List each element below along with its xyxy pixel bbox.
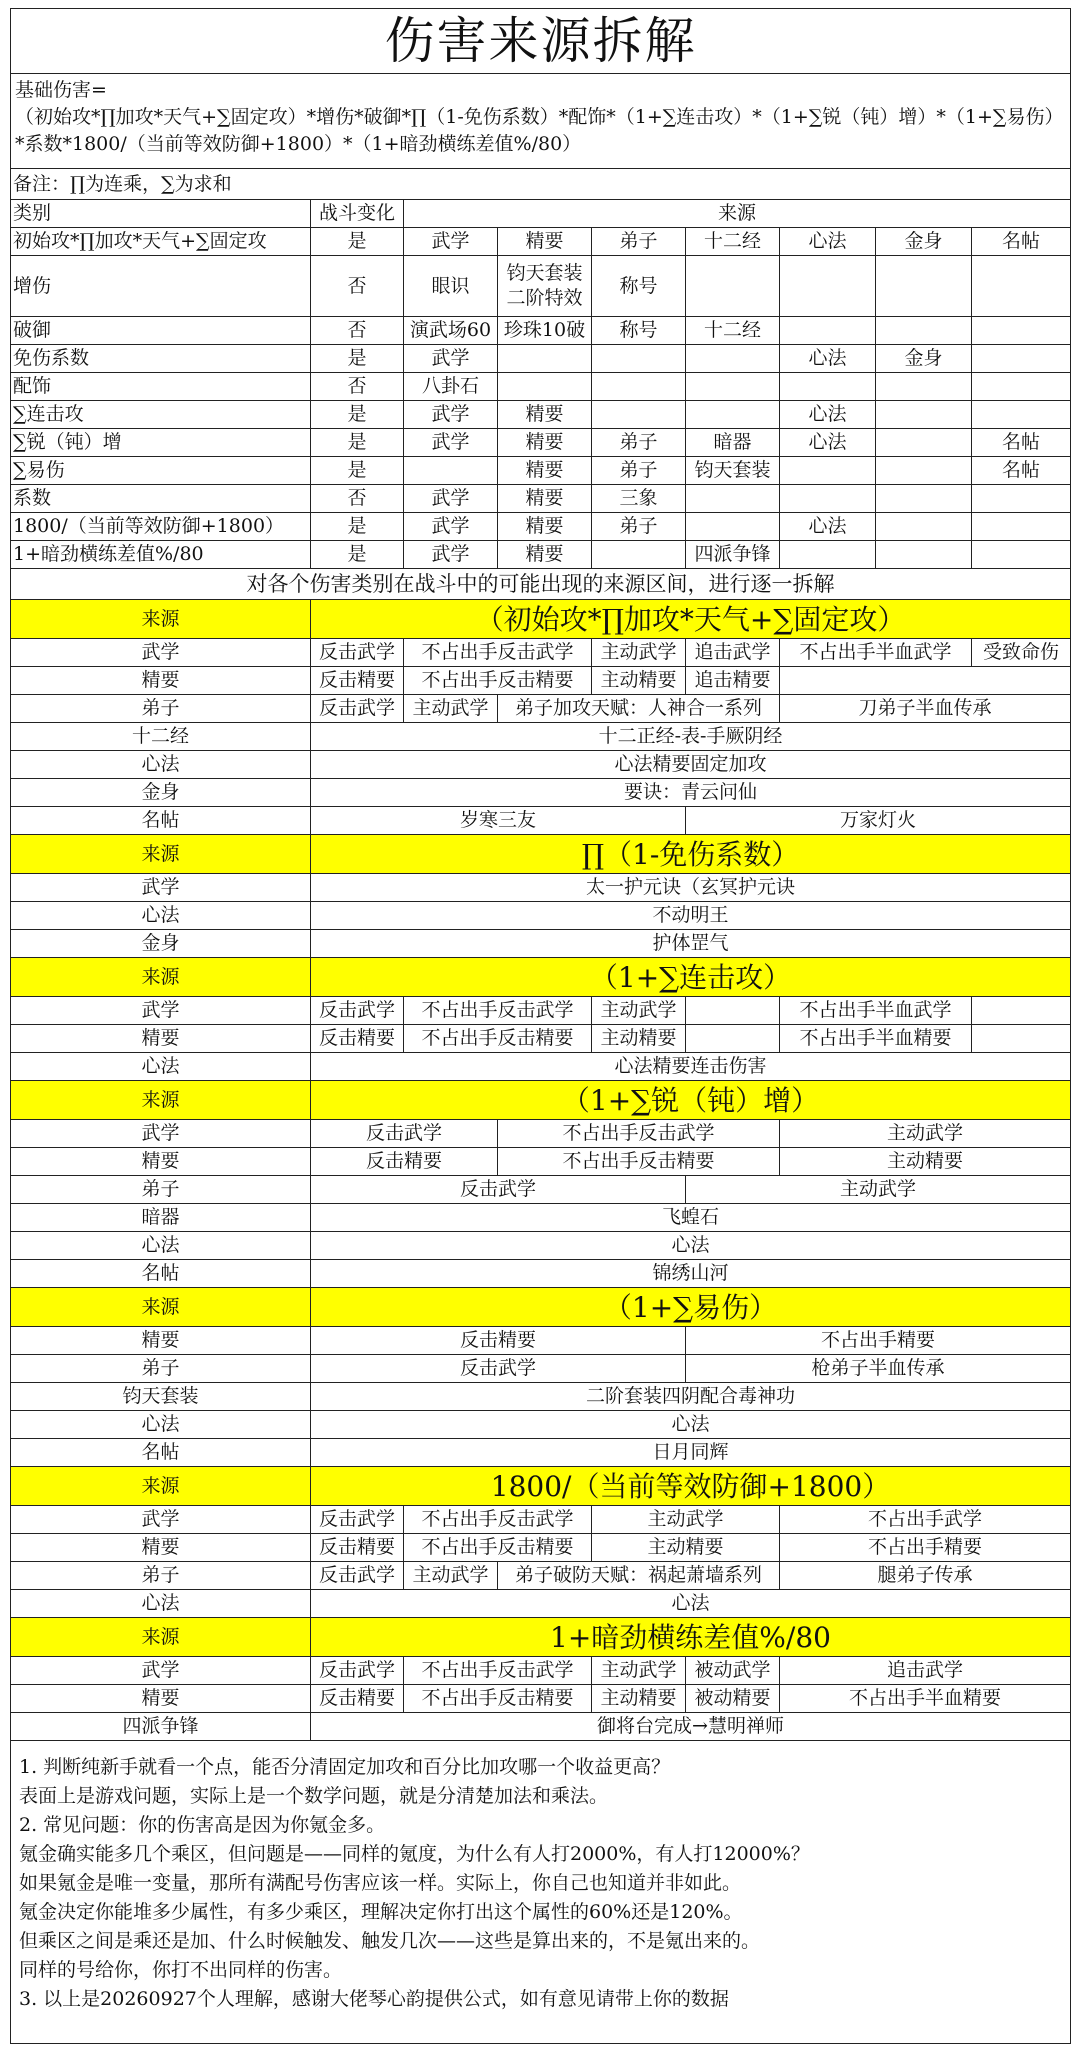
- section-header-row: [11, 1288, 1071, 1327]
- breakdown-cell: 护体罡气: [311, 930, 1071, 958]
- row-label: 十二经: [11, 723, 311, 751]
- breakdown-row: [11, 1120, 1071, 1148]
- note-line: 但乘区之间是乘还是加、什么时候触发、触发几次——这些是算出来的，不是氪出来的。: [19, 1930, 761, 1952]
- breakdown-cell: 主动精要: [780, 1148, 1071, 1176]
- row-label: 精要: [11, 1327, 311, 1355]
- source-cell: 四派争锋: [686, 541, 780, 569]
- source-cell: 武学: [404, 429, 498, 457]
- source-cell: [972, 317, 1071, 345]
- breakdown-row: [11, 1685, 1071, 1713]
- source-cell: 钧天套装二阶特效: [498, 256, 592, 317]
- breakdown-intro: 对各个伤害类别在战斗中的可能出现的来源区间，进行逐一拆解: [11, 569, 1071, 600]
- section-header: （1+∑易伤）: [311, 1288, 1071, 1327]
- breakdown-cell: 不占出手反击精要: [498, 1148, 780, 1176]
- source-cell: 武学: [404, 345, 498, 373]
- change-cell: 否: [311, 485, 404, 513]
- row-label: 心法: [11, 1053, 311, 1081]
- breakdown-cell: 主动武学: [592, 1657, 686, 1685]
- breakdown-cell: 反击精要: [311, 1327, 686, 1355]
- breakdown-cell: 不占出手反击精要: [404, 667, 592, 695]
- row-label: 精要: [11, 1685, 311, 1713]
- note-line: 同样的号给你，你打不出同样的伤害。: [19, 1959, 343, 1981]
- row-label: 武学: [11, 1657, 311, 1685]
- breakdown-cell: 反击武学: [311, 695, 404, 723]
- source-cell: [972, 513, 1071, 541]
- overview-row: [11, 373, 1071, 401]
- breakdown-cell: 刀弟子半血传承: [780, 695, 1071, 723]
- source-cell: [780, 256, 876, 317]
- breakdown-cell: 反击武学: [311, 997, 404, 1025]
- breakdown-cell: 不占出手精要: [686, 1327, 1071, 1355]
- breakdown-cell: 心法精要连击伤害: [311, 1053, 1071, 1081]
- breakdown-cell: 反击武学: [311, 639, 404, 667]
- breakdown-row: [11, 1204, 1071, 1232]
- breakdown-cell: 心法: [311, 1232, 1071, 1260]
- row-label: 弟子: [11, 695, 311, 723]
- source-cell: [592, 345, 686, 373]
- breakdown-cell: 二阶套装四阴配合毒神功: [311, 1383, 1071, 1411]
- source-cell: 心法: [780, 401, 876, 429]
- breakdown-row: [11, 1053, 1071, 1081]
- category-cell: ∑锐（钝）增: [11, 429, 311, 457]
- section-header-row: [11, 958, 1071, 997]
- row-label: 心法: [11, 1232, 311, 1260]
- formula-block: [11, 74, 1071, 169]
- source-cell: 精要: [498, 429, 592, 457]
- source-cell: [972, 256, 1071, 317]
- source-cell: [780, 317, 876, 345]
- breakdown-cell: [686, 1025, 780, 1053]
- section-header: ∏（1-免伤系数）: [311, 835, 1071, 874]
- breakdown-cell: 反击武学: [311, 1657, 404, 1685]
- breakdown-cell: 心法: [311, 1411, 1071, 1439]
- category-cell: 免伤系数: [11, 345, 311, 373]
- breakdown-cell: 主动精要: [592, 1025, 686, 1053]
- breakdown-row: [11, 639, 1071, 667]
- source-cell: 弟子: [592, 228, 686, 256]
- breakdown-cell: 弟子破防天赋：祸起萧墙系列: [498, 1562, 780, 1590]
- section-header-row: [11, 600, 1071, 639]
- source-cell: [780, 373, 876, 401]
- source-cell: 演武场60: [404, 317, 498, 345]
- header-change: 战斗变化: [311, 200, 404, 228]
- change-cell: 否: [311, 373, 404, 401]
- section-header-row: [11, 1081, 1071, 1120]
- breakdown-cell: 不占出手反击武学: [404, 997, 592, 1025]
- breakdown-row: [11, 1439, 1071, 1467]
- source-cell: 弟子: [592, 513, 686, 541]
- breakdown-cell: 不占出手反击武学: [498, 1120, 780, 1148]
- change-cell: 是: [311, 228, 404, 256]
- overview-row: [11, 317, 1071, 345]
- source-cell: 武学: [404, 513, 498, 541]
- source-cell: 心法: [780, 228, 876, 256]
- breakdown-cell: 反击武学: [311, 1562, 404, 1590]
- breakdown-row: [11, 695, 1071, 723]
- breakdown-cell: 主动武学: [592, 997, 686, 1025]
- breakdown-cell: 岁寒三友: [311, 807, 686, 835]
- source-cell: 珍珠10破: [498, 317, 592, 345]
- source-cell: 心法: [780, 429, 876, 457]
- source-cell: 称号: [592, 256, 686, 317]
- section-header: 1+暗劲横练差值%/80: [311, 1618, 1071, 1657]
- breakdown-row: [11, 1657, 1071, 1685]
- row-label: 精要: [11, 667, 311, 695]
- breakdown-row: [11, 1411, 1071, 1439]
- source-cell: 眼识: [404, 256, 498, 317]
- row-label: 精要: [11, 1148, 311, 1176]
- category-cell: 破御: [11, 317, 311, 345]
- source-cell: [592, 373, 686, 401]
- breakdown-row: [11, 807, 1071, 835]
- breakdown-cell: 主动精要: [592, 667, 686, 695]
- note-line: 氪金决定你能堆多少属性，有多少乘区，理解决定你打出这个属性的60%还是120%。: [19, 1901, 743, 1923]
- source-cell: 金身: [876, 228, 972, 256]
- breakdown-cell: 锦绣山河: [311, 1260, 1071, 1288]
- section-header: （初始攻*∏加攻*天气+∑固定攻）: [311, 600, 1071, 639]
- source-label: 来源: [11, 600, 311, 639]
- row-label: 武学: [11, 639, 311, 667]
- breakdown-cell: 不占出手半血精要: [780, 1025, 972, 1053]
- row-label: 心法: [11, 751, 311, 779]
- breakdown-cell: 被动精要: [686, 1685, 780, 1713]
- breakdown-cell: 不占出手半血武学: [780, 639, 972, 667]
- breakdown-cell: 不占出手半血精要: [780, 1685, 1071, 1713]
- note-line: 如果氪金是唯一变量，那所有满配号伤害应该一样。实际上，你自己也知道并非如此。: [19, 1872, 742, 1894]
- row-label: 名帖: [11, 1439, 311, 1467]
- breakdown-row: [11, 902, 1071, 930]
- source-cell: 精要: [498, 513, 592, 541]
- source-cell: [972, 373, 1071, 401]
- breakdown-cell: 日月同辉: [311, 1439, 1071, 1467]
- section-header: （1+∑连击攻）: [311, 958, 1071, 997]
- note-line: 氪金确实能多几个乘区，但问题是——同样的氪度，为什么有人打2000%，有人打12000%？: [19, 1843, 810, 1865]
- overview-row: [11, 513, 1071, 541]
- source-cell: [498, 345, 592, 373]
- breakdown-cell: 反击武学: [311, 1355, 686, 1383]
- overview-row: [11, 401, 1071, 429]
- breakdown-cell: 不动明王: [311, 902, 1071, 930]
- source-cell: 武学: [404, 541, 498, 569]
- breakdown-row: [11, 779, 1071, 807]
- row-label: 弟子: [11, 1176, 311, 1204]
- source-cell: 金身: [876, 345, 972, 373]
- source-cell: [780, 541, 876, 569]
- row-label: 金身: [11, 930, 311, 958]
- breakdown-cell: 反击精要: [311, 1025, 404, 1053]
- breakdown-cell: 不占出手精要: [780, 1534, 1071, 1562]
- breakdown-row: [11, 1383, 1071, 1411]
- category-cell: 配饰: [11, 373, 311, 401]
- source-label: 来源: [11, 958, 311, 997]
- source-cell: [686, 513, 780, 541]
- section-header-row: [11, 1467, 1071, 1506]
- breakdown-cell: 反击精要: [311, 1685, 404, 1713]
- breakdown-row: [11, 1327, 1071, 1355]
- source-cell: 心法: [780, 513, 876, 541]
- source-cell: 钧天套装: [686, 457, 780, 485]
- source-cell: [498, 373, 592, 401]
- source-cell: [592, 401, 686, 429]
- breakdown-cell: 反击精要: [311, 667, 404, 695]
- section-header-row: [11, 1618, 1071, 1657]
- source-cell: 精要: [498, 228, 592, 256]
- source-cell: 名帖: [972, 429, 1071, 457]
- breakdown-row: [11, 1148, 1071, 1176]
- breakdown-cell: 主动精要: [592, 1534, 780, 1562]
- breakdown-cell: 心法精要固定加攻: [311, 751, 1071, 779]
- row-label: 武学: [11, 997, 311, 1025]
- breakdown-cell: 追击精要: [686, 667, 780, 695]
- change-cell: 否: [311, 256, 404, 317]
- formula-body: （初始攻*∏加攻*天气+∑固定攻）*增伤*破御*∏（1-免伤系数）*配饰*（1+∑连击攻）*（1+∑锐（钝）增）*（1+∑易伤）*系数*1800/（当前等效防御+1800）*（1+暗劲横练差值%/80）: [15, 106, 1064, 155]
- category-cell: 初始攻*∏加攻*天气+∑固定攻: [11, 228, 311, 256]
- breakdown-cell: 不占出手反击武学: [404, 639, 592, 667]
- note-line: 2. 常见问题：你的伤害高是因为你氪金多。: [19, 1814, 386, 1836]
- overview-row: [11, 485, 1071, 513]
- note-line: 1. 判断纯新手就看一个点，能否分清固定加攻和百分比加攻哪一个收益更高？: [19, 1756, 671, 1778]
- row-label: 钧天套装: [11, 1383, 311, 1411]
- row-label: 武学: [11, 874, 311, 902]
- change-cell: 是: [311, 345, 404, 373]
- breakdown-cell: 心法: [311, 1590, 1071, 1618]
- source-cell: [876, 541, 972, 569]
- source-cell: [780, 457, 876, 485]
- row-label: 金身: [11, 779, 311, 807]
- breakdown-cell: 主动武学: [592, 639, 686, 667]
- change-cell: 是: [311, 401, 404, 429]
- breakdown-cell: 反击武学: [311, 1120, 498, 1148]
- source-cell: [876, 457, 972, 485]
- row-label: 弟子: [11, 1355, 311, 1383]
- breakdown-row: [11, 1534, 1071, 1562]
- breakdown-cell: 不占出手反击武学: [404, 1506, 592, 1534]
- breakdown-cell: 太一护元诀（玄冥护元诀: [311, 874, 1071, 902]
- source-cell: [686, 256, 780, 317]
- source-cell: [972, 345, 1071, 373]
- change-cell: 否: [311, 317, 404, 345]
- breakdown-row: [11, 1260, 1071, 1288]
- breakdown-cell: 主动武学: [404, 695, 498, 723]
- breakdown-cell: 追击武学: [686, 639, 780, 667]
- formula-label: 基础伤害=: [15, 79, 107, 101]
- source-cell: 名帖: [972, 228, 1071, 256]
- breakdown-cell: 枪弟子半血传承: [686, 1355, 1071, 1383]
- source-cell: 精要: [498, 457, 592, 485]
- source-cell: 武学: [404, 485, 498, 513]
- source-cell: [686, 401, 780, 429]
- category-cell: ∑易伤: [11, 457, 311, 485]
- source-cell: 十二经: [686, 317, 780, 345]
- row-label: 武学: [11, 1506, 311, 1534]
- source-cell: [876, 429, 972, 457]
- breakdown-cell: 反击精要: [311, 1534, 404, 1562]
- row-label: 武学: [11, 1120, 311, 1148]
- row-label: 精要: [11, 1534, 311, 1562]
- category-cell: ∑连击攻: [11, 401, 311, 429]
- row-label: 名帖: [11, 1260, 311, 1288]
- damage-table: [10, 8, 1071, 2044]
- source-cell: [686, 345, 780, 373]
- source-cell: [876, 256, 972, 317]
- row-label: 弟子: [11, 1562, 311, 1590]
- breakdown-cell: 主动武学: [404, 1562, 498, 1590]
- damage-source-sheet: [10, 8, 1070, 2044]
- breakdown-row: [11, 930, 1071, 958]
- source-cell: [972, 401, 1071, 429]
- source-label: 来源: [11, 1288, 311, 1327]
- source-cell: 名帖: [972, 457, 1071, 485]
- source-cell: [876, 401, 972, 429]
- breakdown-row: [11, 723, 1071, 751]
- change-cell: 是: [311, 541, 404, 569]
- change-cell: 是: [311, 457, 404, 485]
- breakdown-cell: 不占出手反击精要: [404, 1534, 592, 1562]
- source-cell: 精要: [498, 401, 592, 429]
- section-header-row: [11, 835, 1071, 874]
- breakdown-cell: [686, 997, 780, 1025]
- breakdown-row: [11, 1176, 1071, 1204]
- source-cell: [780, 485, 876, 513]
- category-cell: 增伤: [11, 256, 311, 317]
- page-title: 伤害来源拆解: [11, 9, 1071, 74]
- source-label: 来源: [11, 1618, 311, 1657]
- row-label: 四派争锋: [11, 1713, 311, 1741]
- note-line: 表面上是游戏问题，实际上是一个数学问题，就是分清楚加法和乘法。: [19, 1785, 609, 1807]
- breakdown-cell: 飞蝗石: [311, 1204, 1071, 1232]
- breakdown-cell: 不占出手半血武学: [780, 997, 972, 1025]
- overview-row: [11, 541, 1071, 569]
- breakdown-row: [11, 667, 1071, 695]
- row-label: 精要: [11, 1025, 311, 1053]
- source-cell: [592, 541, 686, 569]
- source-label: 来源: [11, 1081, 311, 1120]
- source-cell: [876, 373, 972, 401]
- breakdown-cell: 主动精要: [592, 1685, 686, 1713]
- header-source: 来源: [404, 200, 1071, 228]
- breakdown-row: [11, 1713, 1071, 1741]
- breakdown-cell: 被动武学: [686, 1657, 780, 1685]
- breakdown-cell: 要诀：青云问仙: [311, 779, 1071, 807]
- breakdown-cell: 主动武学: [592, 1506, 780, 1534]
- breakdown-cell: 不占出手武学: [780, 1506, 1071, 1534]
- overview-row: [11, 457, 1071, 485]
- source-cell: [404, 457, 498, 485]
- section-header: （1+∑锐（钝）增）: [311, 1081, 1071, 1120]
- breakdown-cell: 腿弟子传承: [780, 1562, 1071, 1590]
- row-label: 名帖: [11, 807, 311, 835]
- breakdown-row: [11, 997, 1071, 1025]
- source-cell: [876, 485, 972, 513]
- category-cell: 1800/（当前等效防御+1800）: [11, 513, 311, 541]
- breakdown-row: [11, 751, 1071, 779]
- change-cell: 是: [311, 429, 404, 457]
- breakdown-cell: 不占出手反击精要: [404, 1025, 592, 1053]
- breakdown-row: [11, 1590, 1071, 1618]
- source-label: 来源: [11, 835, 311, 874]
- formula-note: 备注：∏为连乘，∑为求和: [11, 169, 1071, 200]
- overview-row: [11, 256, 1071, 317]
- source-cell: 三象: [592, 485, 686, 513]
- category-cell: 1+暗劲横练差值%/80: [11, 541, 311, 569]
- breakdown-cell: 受致命伤: [972, 639, 1071, 667]
- breakdown-cell: 主动武学: [686, 1176, 1071, 1204]
- breakdown-row: [11, 1025, 1071, 1053]
- breakdown-cell: [780, 667, 1071, 695]
- source-cell: 心法: [780, 345, 876, 373]
- breakdown-cell: [972, 1025, 1071, 1053]
- breakdown-cell: 反击精要: [311, 1148, 498, 1176]
- breakdown-cell: 不占出手反击武学: [404, 1657, 592, 1685]
- breakdown-cell: 十二正经-表-手厥阴经: [311, 723, 1071, 751]
- source-cell: 称号: [592, 317, 686, 345]
- source-cell: 弟子: [592, 457, 686, 485]
- row-label: 心法: [11, 902, 311, 930]
- overview-row: [11, 345, 1071, 373]
- source-cell: 弟子: [592, 429, 686, 457]
- header-category: 类别: [11, 200, 311, 228]
- breakdown-cell: 弟子加攻天赋：人神合一系列: [498, 695, 780, 723]
- category-cell: 系数: [11, 485, 311, 513]
- source-cell: [876, 317, 972, 345]
- source-cell: 八卦石: [404, 373, 498, 401]
- source-cell: [972, 541, 1071, 569]
- breakdown-row: [11, 1232, 1071, 1260]
- source-cell: 精要: [498, 541, 592, 569]
- source-cell: 十二经: [686, 228, 780, 256]
- source-cell: [686, 485, 780, 513]
- source-cell: 精要: [498, 485, 592, 513]
- source-cell: 暗器: [686, 429, 780, 457]
- row-label: 心法: [11, 1590, 311, 1618]
- breakdown-row: [11, 874, 1071, 902]
- breakdown-cell: 追击武学: [780, 1657, 1071, 1685]
- source-cell: [972, 485, 1071, 513]
- source-cell: [876, 513, 972, 541]
- source-cell: [686, 373, 780, 401]
- breakdown-cell: 御将台完成→慧明禅师: [311, 1713, 1071, 1741]
- breakdown-cell: 反击武学: [311, 1506, 404, 1534]
- note-line: 3. 以上是20260927个人理解，感谢大佬琴心韵提供公式，如有意见请带上你的数据: [19, 1988, 729, 2010]
- breakdown-row: [11, 1355, 1071, 1383]
- notes-block: [11, 1741, 1071, 2044]
- overview-row: [11, 429, 1071, 457]
- change-cell: 是: [311, 513, 404, 541]
- breakdown-cell: 主动武学: [780, 1120, 1071, 1148]
- row-label: 心法: [11, 1411, 311, 1439]
- breakdown-cell: 万家灯火: [686, 807, 1071, 835]
- section-header: 1800/（当前等效防御+1800）: [311, 1467, 1071, 1506]
- breakdown-cell: 不占出手反击精要: [404, 1685, 592, 1713]
- source-cell: 武学: [404, 401, 498, 429]
- breakdown-row: [11, 1562, 1071, 1590]
- source-label: 来源: [11, 1467, 311, 1506]
- overview-row: [11, 228, 1071, 256]
- row-label: 暗器: [11, 1204, 311, 1232]
- breakdown-cell: 反击武学: [311, 1176, 686, 1204]
- source-cell: 武学: [404, 228, 498, 256]
- breakdown-cell: [972, 997, 1071, 1025]
- breakdown-row: [11, 1506, 1071, 1534]
